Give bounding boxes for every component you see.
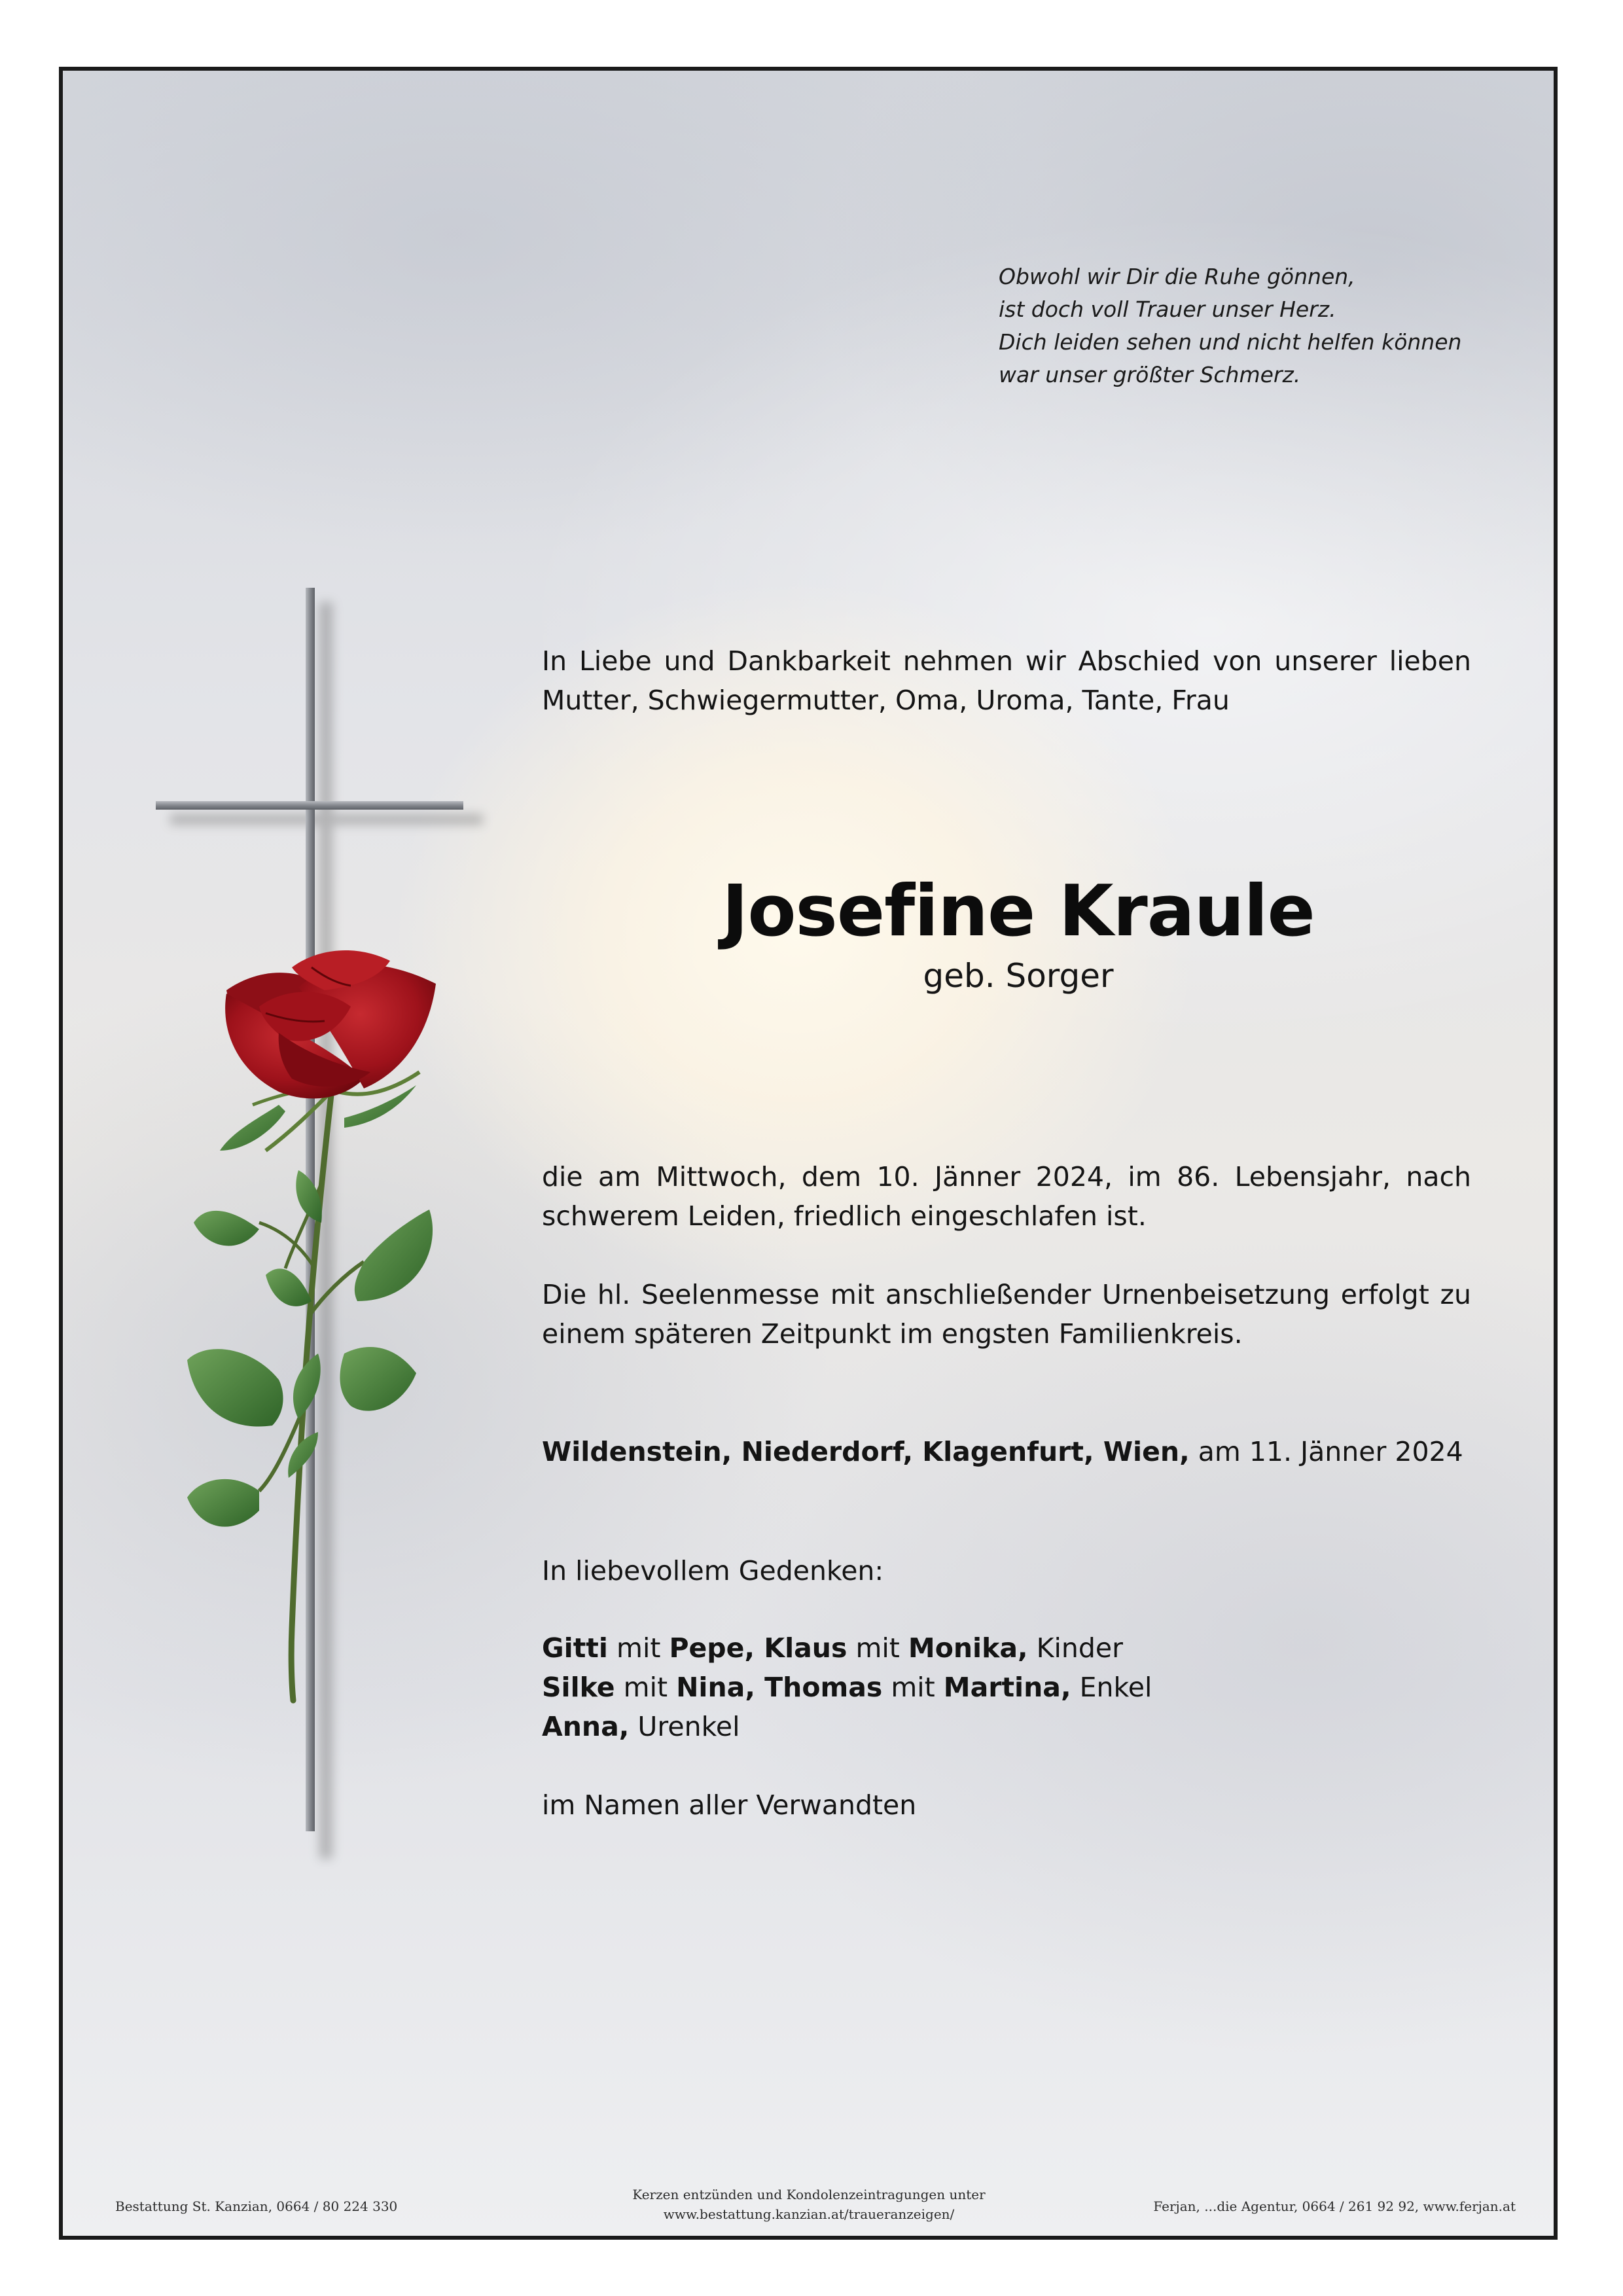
- relation: Urenkel: [629, 1711, 740, 1742]
- mourners-grandchildren: [542, 1668, 1471, 1707]
- maiden-name: geb. Sorger: [923, 957, 1114, 995]
- memory-heading: In liebevollem Gedenken:: [542, 1555, 884, 1587]
- connector: mit: [882, 1672, 944, 1703]
- mourner-name: Silke: [542, 1672, 615, 1703]
- cross-and-rose-illustration: [63, 71, 1558, 2240]
- funeral-notice: Die hl. Seelenmesse mit anschließender Urnenbeisetzung erfolgt zu einem späteren Zeitpunkt im engsten Familienkreis.: [542, 1279, 1471, 1350]
- mourner-name: Anna,: [542, 1711, 630, 1742]
- footer-condolence: [573, 2185, 1044, 2224]
- mourner-name: Gitti: [542, 1632, 608, 1664]
- rose-leaves: [187, 1085, 433, 1527]
- rose-stem: [259, 1095, 364, 1700]
- mourner-name: Martina,: [943, 1672, 1071, 1703]
- poem-line: Obwohl wir Dir die Ruhe gönnen,: [999, 264, 1355, 289]
- closing-text: im Namen aller Verwandten: [542, 1789, 917, 1821]
- mourner-name: Nina, Thomas: [676, 1672, 883, 1703]
- footer-condolence-text: Kerzen entzünden und Kondolenzeintragungen unter: [632, 2187, 986, 2202]
- relation: Kinder: [1027, 1632, 1124, 1664]
- connector: mit: [607, 1632, 669, 1664]
- deceased-name: Josefine Kraule: [722, 870, 1315, 952]
- death-notice: die am Mittwoch, dem 10. Jänner 2024, im 86. Lebensjahr, nach schwerem Leiden, friedlich eingeschlafen ist.: [542, 1161, 1471, 1232]
- connector: mit: [847, 1632, 908, 1664]
- connector: mit: [615, 1672, 677, 1703]
- places: Wildenstein, Niederdorf, Klagenfurt, Wien,: [542, 1436, 1190, 1467]
- poem: [999, 260, 1558, 391]
- cross-icon: [156, 588, 463, 1831]
- rose-sepals: [253, 1072, 419, 1151]
- mourners-great-grandchildren: [542, 1707, 1471, 1746]
- poem-line: ist doch voll Trauer unser Herz.: [999, 296, 1336, 322]
- obituary-card: [59, 67, 1558, 2240]
- mourner-name: Monika,: [908, 1632, 1028, 1664]
- date: am 11. Jänner 2024: [1189, 1436, 1463, 1467]
- intro-text: In Liebe und Dankbarkeit nehmen wir Abschied von unserer lieben Mutter, Schwiegermutter, Oma, Uroma, Tante, Frau: [542, 645, 1471, 716]
- footer-condolence-link[interactable]: www.bestattung.kanzian.at/traueranzeigen/: [663, 2206, 955, 2222]
- place-and-date: [542, 1432, 1471, 1471]
- cross-shadow: [170, 602, 483, 1859]
- rose-icon: [225, 950, 436, 1098]
- mourner-name: Pepe, Klaus: [669, 1632, 847, 1664]
- footer-funeral-home: Bestattung St. Kanzian, 0664 / 80 224 330: [115, 2198, 398, 2214]
- footer-agency: Ferjan, ...die Agentur, 0664 / 261 92 92, www.ferjan.at: [1153, 2198, 1516, 2214]
- poem-line: Dich leiden sehen und nicht helfen können: [999, 329, 1462, 355]
- mourners-children: [542, 1628, 1471, 1668]
- poem-line: war unser größter Schmerz.: [999, 362, 1301, 387]
- relation: Enkel: [1071, 1672, 1152, 1703]
